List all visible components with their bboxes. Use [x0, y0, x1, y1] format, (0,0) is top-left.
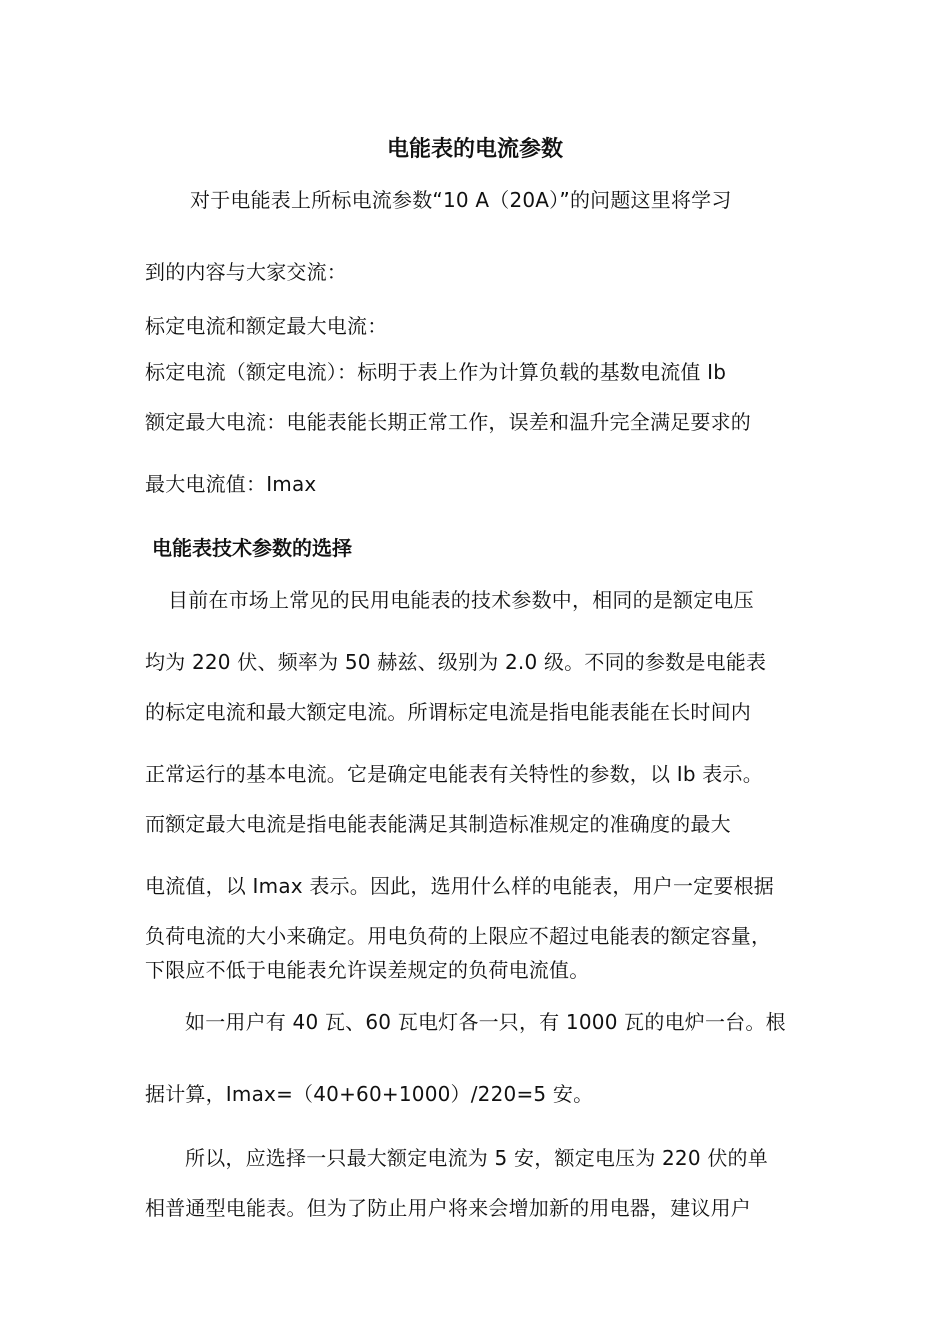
max-current-definition-line-1: 额定最大电流：电能表能长期正常工作，误差和温升完全满足要求的 [145, 410, 751, 434]
selection-paragraph-line: 电流值，以 Imax 表示。因此，选用什么样的电能表，用户一定要根据 [145, 874, 774, 898]
selection-paragraph-line: 均为 220 伏、频率为 50 赫兹、级别为 2.0 级。不同的参数是电能表 [145, 650, 767, 674]
selection-paragraph-line: 而额定最大电流是指电能表能满足其制造标准规定的准确度的最大 [145, 812, 731, 836]
example-paragraph-line: 如一用户有 40 瓦、60 瓦电灯各一只，有 1000 瓦的电炉一台。根 [185, 1010, 786, 1034]
selection-paragraph-line: 的标定电流和最大额定电流。所谓标定电流是指电能表能在长时间内 [145, 700, 751, 724]
selection-paragraph-line: 目前在市场上常见的民用电能表的技术参数中，相同的是额定电压 [168, 588, 754, 612]
intro-line-2: 到的内容与大家交流： [145, 260, 347, 284]
selection-paragraph-line: 下限应不低于电能表允许误差规定的负荷电流值。 [145, 958, 590, 982]
intro-line-1: 对于电能表上所标电流参数“10 A（20A）”的问题这里将学习 [190, 188, 732, 212]
document-title: 电能表的电流参数 [386, 137, 563, 162]
selection-paragraph-line: 正常运行的基本电流。它是确定电能表有关特性的参数，以 Ib 表示。 [145, 762, 763, 786]
selection-paragraph-line: 负荷电流的大小来确定。用电负荷的上限应不超过电能表的额定容量， [145, 924, 772, 948]
conclusion-paragraph-line: 所以，应选择一只最大额定电流为 5 安，额定电压为 220 伏的单 [185, 1146, 768, 1170]
max-current-definition-line-2: 最大电流值：Imax [145, 472, 317, 496]
section-heading: 电能表技术参数的选择 [152, 536, 352, 560]
example-paragraph-line: 据计算，Imax=（40+60+1000）/220=5 安。 [145, 1082, 594, 1106]
conclusion-paragraph-line: 相普通型电能表。但为了防止用户将来会增加新的用电器，建议用户 [145, 1196, 751, 1220]
definitions-heading: 标定电流和额定最大电流： [145, 314, 388, 338]
rated-current-definition: 标定电流（额定电流）：标明于表上作为计算负载的基数电流值 Ib [145, 360, 727, 384]
